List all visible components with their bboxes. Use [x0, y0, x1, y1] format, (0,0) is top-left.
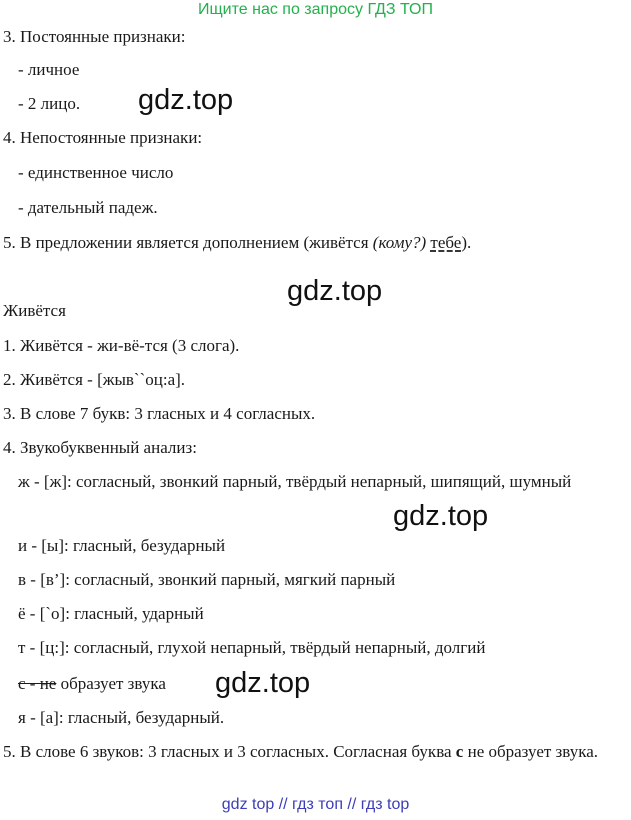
- syllables-line: 1. Живётся - жи-вё-тся (3 слога).: [3, 336, 240, 355]
- search-banner[interactable]: Ищите нас по запросу ГДЗ ТОП: [198, 1, 433, 18]
- sound-s: с - не образует звука: [18, 674, 166, 693]
- sound-ya: я - [а]: гласный, безударный.: [18, 708, 225, 727]
- feature-second-person: - 2 лицо.: [18, 94, 81, 113]
- sound-t: т - [ц:]: согласный, глухой непарный, твёрдый непарный, долгий: [18, 638, 486, 657]
- feature-singular: - единственное число: [18, 163, 174, 182]
- sound-v: в - [в’]: согласный, звонкий парный, мягкий парный: [18, 570, 396, 589]
- object-word: тебе: [430, 233, 462, 252]
- sentence-role-text: 5. В предложении является дополнением (живётся: [3, 233, 373, 252]
- feature-dative: - дательный падеж.: [18, 198, 158, 217]
- sentence-role: 5. В предложении является дополнением (живётся (кому?) тебе).: [3, 233, 472, 252]
- sound-yo: ё - [`о]: гласный, ударный: [18, 604, 204, 623]
- variable-features-heading: 4. Непостоянные признаки:: [3, 128, 203, 147]
- watermark: gdz.top: [393, 500, 489, 532]
- feature-personal: - личное: [18, 60, 80, 79]
- watermark: gdz.top: [138, 84, 234, 116]
- struck-text: с - не: [18, 674, 57, 693]
- sound-i: и - [ы]: гласный, безударный: [18, 536, 226, 555]
- bold-letter: с: [455, 742, 464, 761]
- transcription-line: 2. Живётся - [жыв``оц:а].: [3, 370, 186, 389]
- watermark: gdz.top: [287, 275, 383, 307]
- analysis-heading: 4. Звукобуквенный анализ:: [3, 438, 197, 457]
- watermark: gdz.top: [215, 667, 311, 699]
- footer-links[interactable]: gdz top // гдз топ // гдз top: [221, 796, 410, 813]
- letters-count-line: 3. В слове 7 букв: 3 гласных и 4 согласных.: [3, 404, 316, 423]
- sound-zh: ж - [ж]: согласный, звонкий парный, твёрдый непарный, шипящий, шумный: [18, 472, 572, 491]
- sounds-count-line: 5. В слове 6 звуков: 3 гласных и 3 согласных. Согласная буква с не образует звука.: [3, 742, 598, 761]
- constant-features-heading: 3. Постоянные признаки:: [3, 27, 186, 46]
- word-heading: Живётся: [3, 301, 66, 320]
- question-word: (кому?): [372, 233, 427, 252]
